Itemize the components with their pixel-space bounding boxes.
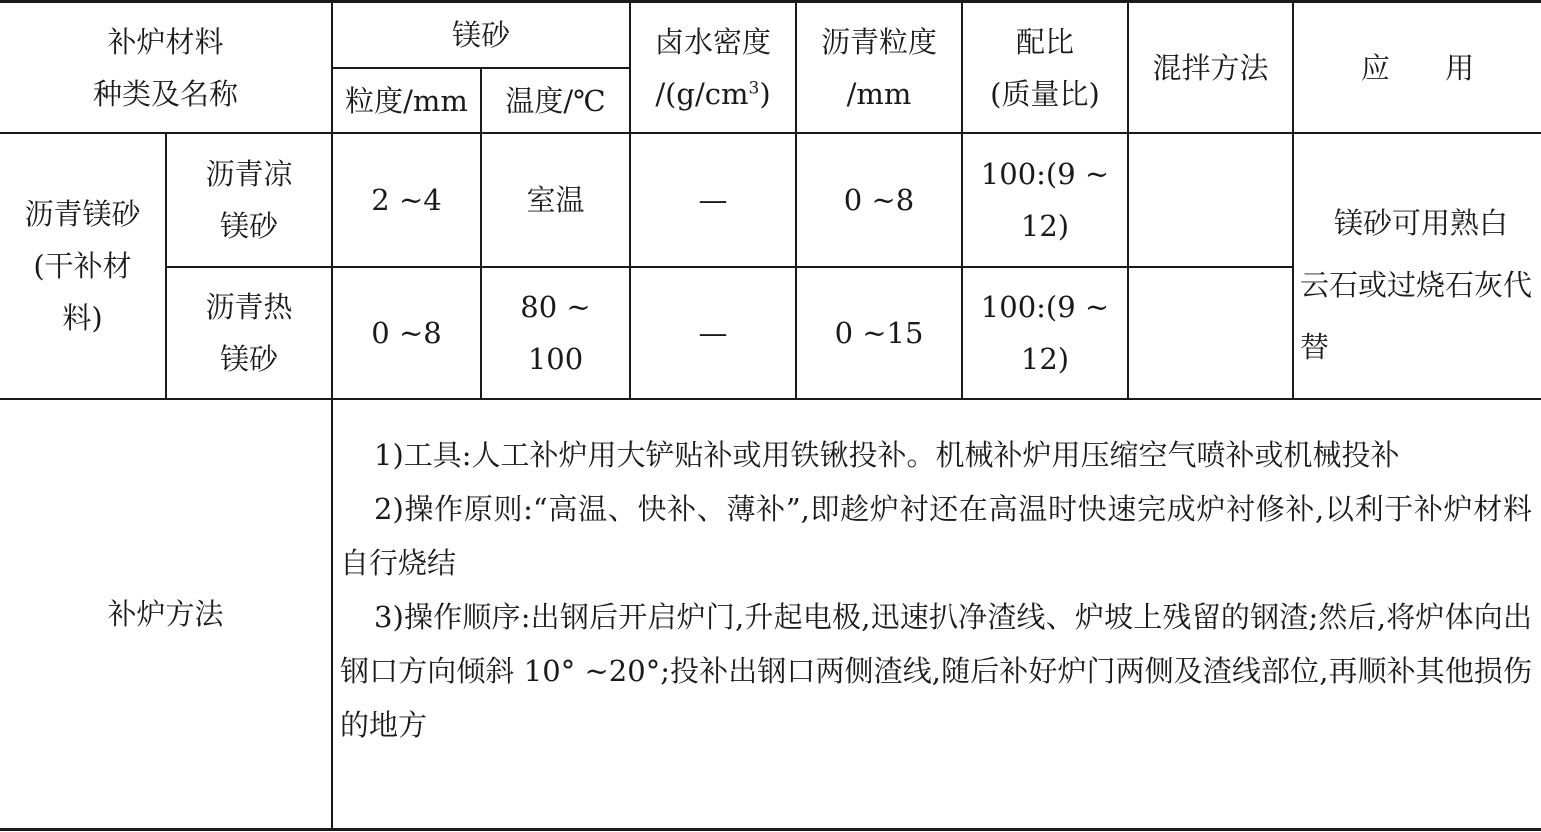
table-cell-temperature — [482, 134, 629, 266]
temperature-line: 100 — [527, 342, 584, 376]
header-pitch-granularity — [797, 3, 961, 132]
header-granularity: 粒度/mm — [345, 83, 468, 118]
temperature-line: 室温 — [526, 183, 585, 217]
header-ratio — [963, 3, 1127, 132]
table-cell-brine: — — [698, 316, 728, 350]
ratio-line: 12) — [1020, 342, 1070, 376]
method-item: 3)操作顺序:出钢后开启炉门,升起电极,迅速扒净渣线、炉坡上残留的钢渣;然后,将炉体向出钢口方向倾斜 10° ~20°;投补出钢口两侧渣线,随后补好炉门两侧及渣线部位,再顺补其他损伤的地方 — [340, 600, 1532, 742]
table-cell-ratio — [963, 134, 1127, 266]
table-cell-mixing — [1129, 134, 1292, 266]
row-name-line: 镁砂 — [219, 342, 278, 376]
table-cell-mixing — [1129, 268, 1292, 398]
header-material-line: 补炉材料 — [107, 24, 224, 59]
header-application: 应 用 — [1360, 50, 1475, 85]
table-cell-ratio — [963, 268, 1127, 398]
header-temperature: 温度/℃ — [505, 83, 606, 118]
header-pitch-line: /mm — [846, 76, 912, 111]
table-bottom-rule — [0, 828, 1541, 831]
group-label — [0, 134, 165, 398]
group-label-line: 沥青镁砂 — [24, 197, 141, 231]
ratio-line: 100:(9 ~ — [980, 157, 1110, 191]
table-cell-pitch: 0 ~15 — [834, 316, 924, 350]
table-row-name — [167, 268, 331, 398]
header-magnesia: 镁砂 — [451, 18, 510, 52]
table-cell-granularity: 2 ~4 — [371, 183, 442, 217]
ratio-line: 12) — [1020, 209, 1070, 243]
header-brine-line: 卤水密度 — [654, 24, 771, 59]
header-ratio-line: 配比 — [1015, 24, 1074, 59]
header-mixing: 混拌方法 — [1152, 50, 1269, 85]
header-pitch-line: 沥青粒度 — [820, 24, 937, 59]
row-name-line: 沥青热 — [205, 290, 293, 324]
ratio-line: 100:(9 ~ — [980, 290, 1110, 324]
table-row-name — [167, 134, 331, 266]
application-text: 镁砂可用熟白云石或过烧石灰代替 — [1300, 206, 1533, 364]
header-brine-unit — [655, 68, 770, 120]
method-label: 补炉方法 — [107, 597, 224, 631]
method-content — [340, 428, 1532, 752]
row-name-line: 镁砂 — [219, 209, 278, 243]
header-brine-density — [631, 3, 795, 132]
method-item: 2)操作原则:“高温、快补、薄补”,即趁炉衬还在高温时快速完成炉衬修补,以利于补炉材料自行烧结 — [340, 492, 1532, 580]
table-cell-pitch: 0 ~8 — [843, 183, 915, 217]
unit-close: ) — [759, 76, 771, 111]
temperature-line: 80 ~ — [520, 290, 591, 324]
group-label-line: 料) — [62, 301, 103, 335]
header-material — [0, 3, 331, 132]
unit-text: /(g/cm — [655, 76, 749, 111]
table-cell-granularity: 0 ~8 — [371, 316, 442, 350]
unit-exponent: 3 — [748, 77, 760, 98]
header-material-line: 种类及名称 — [92, 76, 238, 111]
row-name-line: 沥青凉 — [205, 157, 293, 191]
table-cell-brine: — — [698, 183, 728, 217]
method-item: 1)工具:人工补炉用大铲贴补或用铁锹投补。机械补炉用压缩空气喷补或机械投补 — [374, 438, 1400, 472]
header-ratio-line: (质量比) — [990, 76, 1100, 111]
table-cell-temperature — [482, 268, 629, 398]
group-label-line: (干补材 — [33, 249, 132, 283]
